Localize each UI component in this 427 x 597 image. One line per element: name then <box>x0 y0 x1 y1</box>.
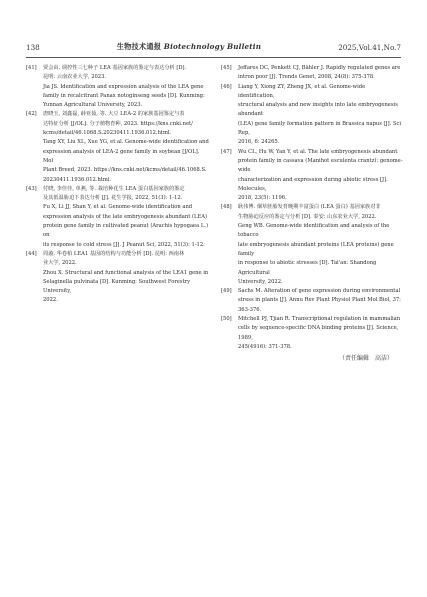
reference-line: (LEA) gene family formation pattern in Brassica napus [J]. Sci Rep, <box>238 120 402 137</box>
page-number: 138 <box>26 42 40 52</box>
reference-line: 业大学, 2022. <box>43 260 77 267</box>
issue-info: 2025,Vol.41,No.7 <box>338 42 401 52</box>
journal-title <box>117 42 261 52</box>
reference-line: cells by sequence-specific DNA binding proteins [J]. Science, 1989, <box>238 325 399 341</box>
reference-item <box>221 83 403 148</box>
reference-line: Jia JS. Identification and expression analysis of the LEA gene <box>43 83 204 90</box>
reference-line: 2022. <box>43 297 58 304</box>
reference-line: family in recalcitrant Panax notoginseng seeds [D]. Kunming: <box>43 92 205 99</box>
reference-line: Tang XY, Liu XL, Xue YG, et al. Genome-wide identification and <box>43 139 209 146</box>
journal-title-cn: 生物技术通报 <box>116 42 162 51</box>
reference-column-left <box>26 64 209 306</box>
page-header <box>26 40 401 54</box>
reference-item <box>26 185 209 250</box>
reference-line: 245(4916): 371-378. <box>238 343 292 350</box>
reference-line: expression analysis of the late embryogenesis abundant (LEA) <box>43 213 207 220</box>
reference-number: [49] <box>221 288 232 295</box>
reference-line: characterization and expression during abiotic stress [J]. Molecules, <box>238 176 388 192</box>
reference-line: expression analysis of LEA-2 gene family in soybean [J/OL]. Mol <box>43 148 200 164</box>
reference-line: intron poor [J]. Trends Genet, 2008, 24(8): 375-378. <box>238 74 375 81</box>
editor-signature: （责任编辑 高洁） <box>338 355 393 363</box>
reference-number: [45] <box>221 65 232 71</box>
reference-line: 2016, 6: 24265. <box>238 139 280 146</box>
reference-line: Jeffares DC, Penkett CJ, Bähler J. Rapidly regulated genes are <box>238 65 401 71</box>
reference-line: structural analysis and new insights into late embryogenesis abundant <box>238 102 398 118</box>
reference-line: 昆明: 云南农业大学, 2023. <box>43 74 107 81</box>
reference-line: Yunnan Agricultural University, 2023. <box>43 102 143 109</box>
reference-line: 周漩. 华卷柏 LEA1 基因的结构与功能分析 [D]. 昆明: 西南林 <box>43 250 185 257</box>
reference-number: [48] <box>221 204 232 211</box>
reference-text <box>43 185 209 250</box>
reference-item <box>221 203 403 287</box>
reference-text <box>43 250 209 306</box>
reference-line: 唐晓玉, 刘鑫磊, 薛亚茹, 等. 大豆 LEA-2 的家族基因鉴定与表 <box>43 111 185 118</box>
reference-column-right <box>221 64 403 364</box>
reference-text <box>238 203 403 287</box>
journal-title-en: Biotechnology Bulletin <box>163 42 262 51</box>
reference-text <box>43 64 209 110</box>
reference-line: 达特征分析 [J/OL]. 分子植物育种, 2023. https://kns.cnki.net/ <box>43 120 193 127</box>
reference-line: Sachs M. Alteration of gene expression during environmental <box>238 288 401 295</box>
reference-number: [42] <box>26 111 37 118</box>
reference-number: [44] <box>26 250 37 257</box>
reference-line: its response to cold stress [J]. J Peanut Sci, 2022, 51(3): 1-12. <box>43 241 205 248</box>
reference-line: stress in plants [J]. Annu Rev Plant Physiol Plant Mol Biol, 37: <box>238 297 401 304</box>
reference-line: kcms/detail/46.1068.S.20230411.1936.012.html. <box>43 130 172 137</box>
reference-item <box>26 110 209 184</box>
reference-line: Mitchell PJ, Tjian R. Transcriptional regulation in mammalian <box>238 316 401 323</box>
reference-line: Zhou X. Structural and functional analysis of the LEA1 gene in <box>43 269 209 276</box>
reference-line: Plant Breed, 2023. https://kns.cnki.net/kcms/detail/46.1068.S. <box>43 167 207 174</box>
reference-number: [41] <box>26 65 37 71</box>
reference-line: 耿伟博. 烟草胚胎发育晚期丰富蛋白 (LEA 蛋白) 基因家族对非 <box>238 204 381 211</box>
reference-text <box>238 83 403 148</box>
reference-number: [43] <box>26 185 37 192</box>
reference-line: Fu X, Li JJ, Shan Y, et al. Genome-wide identification and <box>43 204 193 211</box>
reference-item <box>221 64 403 83</box>
reference-line: Wu CL, Hu W, Yan Y, et al. The late embryogenesis abundant <box>238 148 398 155</box>
reference-line: 贾会由. 调控性三七种子 LEA 基因家族的鉴定与表达分析 [D]. <box>43 65 187 71</box>
reference-line: 及其低温胁迫下表达分析 [J]. 花生学报, 2022, 51(3): 1-12. <box>43 195 183 202</box>
reference-line: late embryogenesis abundant proteins (LEA proteins) gene family <box>238 241 394 257</box>
reference-number: [46] <box>221 83 232 90</box>
reference-line: 2018, 23(5): 1196. <box>238 195 287 202</box>
reference-text <box>43 110 209 184</box>
reference-number: [47] <box>221 148 232 155</box>
reference-text <box>238 148 403 204</box>
reference-line: University, 2022. <box>238 278 283 285</box>
reference-item <box>221 315 403 352</box>
reference-line: Geng WB. Genome-wide identification and analysis of the tobacco <box>238 223 390 239</box>
reference-line: Selaginella pulvinata [D]. Kunming: Southwest Forestry University, <box>43 278 191 295</box>
reference-text <box>238 64 403 83</box>
reference-list-right <box>221 64 403 352</box>
reference-line: protein gene family in cultivated peanut (Arachis hypogaea L.) on <box>43 223 208 239</box>
reference-line: 20230411.1936.012.html. <box>43 176 112 183</box>
reference-item <box>26 250 209 306</box>
reference-line: protein family in cassava (Manihot esculenta crantz): genome-wide <box>238 157 403 174</box>
reference-line: 363-376. <box>238 306 262 313</box>
reference-number: [50] <box>221 316 232 323</box>
reference-line: 生物胁迫反应的鉴定与分析 [D]. 泰安: 山东农业大学, 2022. <box>238 213 377 220</box>
reference-item <box>221 148 403 204</box>
reference-line: 付晓, 李佳佳, 单燕, 等. 栽培种花生 LEA 蛋白基因家族的鉴定 <box>43 185 185 192</box>
reference-text <box>238 287 403 315</box>
reference-text <box>238 315 403 352</box>
reference-line: Liang Y, Xiong ZY, Zheng JX, et al. Genome-wide identification, <box>238 83 366 99</box>
reference-line: in response to abiotic stresses [D]. Tai'an: Shandong Agricultural <box>238 260 377 276</box>
reference-item <box>221 287 403 315</box>
reference-item <box>26 64 209 110</box>
header-rule <box>26 57 401 58</box>
